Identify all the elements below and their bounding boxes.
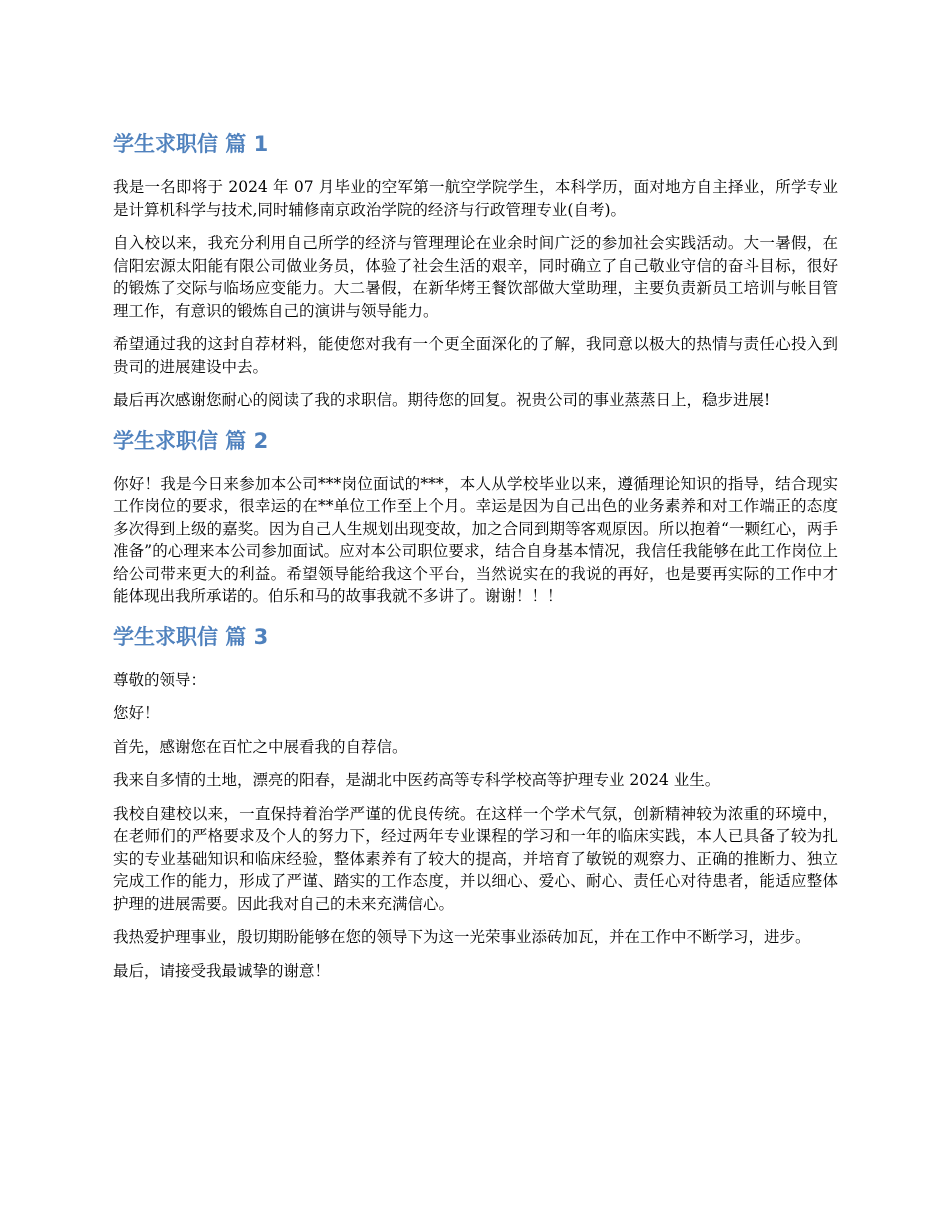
paragraph: 自入校以来，我充分利用自己所学的经济与管理理论在业余时间广泛的参加社会实践活动。大一暑假，在信阳宏源太阳能有限公司做业务员，体验了社会生活的艰辛，同时确立了自己敬业守信的奋斗目标，很好的锻炼了交际与临场应变能力。大二暑假，在新华烤王餐饮部做大堂助理，主要负责新员工培训与帐目管理工作，有意识的锻炼自己的演讲与领导能力。: [113, 234, 838, 320]
paragraph: 我校自建校以来，一直保持着治学严谨的优良传统。在这样一个学术气氛，创新精神较为浓重的环境中，在老师们的严格要求及个人的努力下，经过两年专业课程的学习和一年的临床实践，本人已具备了较为扎实的专业基础知识和临床经验，整体素养有了较大的提高，并培育了敏锐的观察力、正确的推断力、独立完成工作的能力，形成了严谨、踏实的工作态度，并以细心、爱心、耐心、责任心对待患者，能适应整体护理的进展需要。因此我对自己的未来充满信心。: [113, 804, 838, 913]
paragraph: 你好！我是今日来参加本公司***岗位面试的***，本人从学校毕业以来，遵循理论知识的指导，结合现实工作岗位的要求，很幸运的在**单位工作至上个月。幸运是因为自己出色的业务素养和对工作端正的态度多次得到上级的嘉奖。因为自己人生规划出现变故，加之合同到期等客观原因。所以抱着“一颗红心，两手准备”的心理来本公司参加面试。应对本公司职位要求，结合自身基本情况，我信任我能够在此工作岗位上给公司带来更大的利益。希望领导能给我这个平台，当然说实在的我说的再好，也是要再实际的工作中才能体现出我所承诺的。伯乐和马的故事我就不多讲了。谢谢！！！: [113, 474, 838, 605]
greeting: 您好！: [113, 704, 160, 722]
document-page: [113, 126, 838, 993]
paragraph: 首先，感谢您在百忙之中展看我的自荐信。: [113, 737, 408, 756]
letter-section-2: [113, 423, 838, 608]
salutation: 尊敬的领导：: [113, 670, 207, 689]
closing: 最后，请接受我最诚挚的谢意！: [113, 961, 331, 980]
letter-section-1: [113, 126, 838, 412]
letter-section-3: [113, 619, 838, 983]
paragraph: 我热爱护理事业，殷切期盼能够在您的领导下为这一光荣事业添砖加瓦，并在工作中不断学习，进步。: [113, 928, 811, 946]
paragraph: 我来自多情的土地，漂亮的阳春，是湖北中医药高等专科学校高等护理专业 2024 业生。: [113, 771, 721, 789]
section-heading: 学生求职信 篇 2: [113, 428, 269, 453]
paragraph: 我是一名即将于 2024 年 07 月毕业的空军第一航空学院学生，本科学历，面对地方自主择业，所学专业是计算机科学与技术,同时辅修南京政治学院的经济与行政管理专业(自考)。: [113, 178, 838, 219]
paragraph: 希望通过我的这封自荐材料，能使您对我有一个更全面深化的了解，我同意以极大的热情与责任心投入到贵司的进展建设中去。: [113, 335, 838, 376]
section-heading: 学生求职信 篇 1: [113, 132, 269, 156]
section-heading: 学生求职信 篇 3: [113, 624, 269, 649]
paragraph: 最后再次感谢您耐心的阅读了我的求职信。期待您的回复。祝贵公司的事业蒸蒸日上，稳步进展!: [113, 391, 771, 409]
